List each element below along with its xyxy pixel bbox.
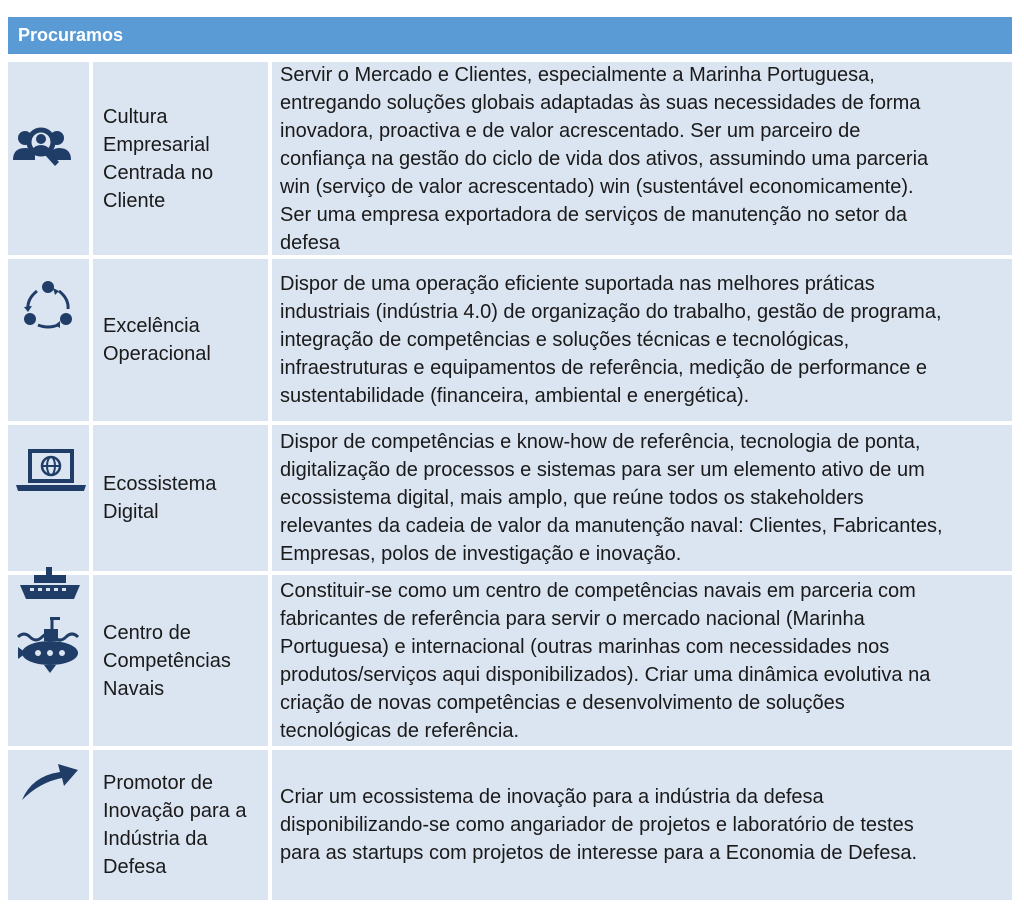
row-name: Ecossistema Digital (103, 473, 217, 523)
icon-cell (8, 575, 89, 746)
icon-cell (8, 259, 89, 421)
row-description: Dispor de competências e know-how de referência, tecnologia de ponta, digitalização de processos e sistemas para ser um elemento ativo de um ecossistema digital, mais amplo, que reúne todos os stakeholders relevantes da cadeia de valor da manutenção naval: Clientes, Fabricantes, Empresas, polos de investigação e inovação. (280, 431, 943, 565)
row-description: Criar um ecossistema de inovação para a indústria da defesa disponibilizando-se como angariador de projetos e laboratório de testes para as startups com projetos de interesse para a Economia de Defesa. (280, 786, 918, 864)
row-description-cell (272, 425, 1012, 571)
row-description: Constituir-se como um centro de competências navais em parceria com fabricantes de referência para servir o mercado nacional (Marinha Portuguesa) e internacional (outras marinhas com necessidades nos produtos/serviços aqui disponibilizados). Criar uma dinâmica evolutiva na criação de novas competências e desenvolvimento de soluções tecnológicas de referência. (280, 579, 931, 742)
row-description-cell (272, 575, 1012, 746)
laptop-globe-icon (16, 449, 86, 493)
row-name-cell (93, 750, 268, 900)
row-name-cell (93, 425, 268, 571)
cycle-icon (22, 279, 74, 331)
table-row (8, 750, 1012, 900)
row-description-cell (272, 750, 1012, 900)
row-description: Dispor de uma operação eficiente suportada nas melhores práticas industriais (indústria 4.0) de organização do trabalho, gestão de programa, integração de competências e soluções técnicas e tecnológicas, infraestruturas e equipamentos de referência, medição de performance e sustentabilidade (financeira, ambiental e energética). (280, 273, 942, 407)
table-row (8, 62, 1012, 255)
row-name-cell (93, 259, 268, 421)
row-name: Promotor de Inovação para a Indústria da Defesa (103, 772, 247, 878)
icon-cell (8, 425, 89, 571)
row-description-cell (272, 62, 1012, 255)
row-name-cell (93, 575, 268, 746)
customer-search-icon (13, 122, 75, 172)
table-header (8, 17, 1012, 54)
row-description-cell (272, 259, 1012, 421)
row-name: Cultura Empresarial Centrada no Cliente (103, 105, 214, 212)
trend-arrow-icon (22, 760, 78, 800)
table-row (8, 575, 1012, 746)
row-name: Excelência Operacional (103, 315, 211, 365)
ship-submarine-icon (14, 567, 86, 682)
table-row (8, 259, 1012, 421)
header-title: Procuramos (18, 25, 124, 45)
table-row (8, 425, 1012, 571)
icon-cell (8, 750, 89, 900)
row-name-cell (93, 62, 268, 255)
icon-cell (8, 62, 89, 255)
row-description: Servir o Mercado e Clientes, especialmente a Marinha Portuguesa, entregando soluções globais adaptadas às suas necessidades de forma inovadora, proactiva e de valor acrescentado. Ser um parceiro de confiança na gestão do ciclo de vida dos ativos, assumindo uma parceria win (serviço de valor acrescentado) win (sustentável economicamente). Ser uma empresa exportadora de serviços de manutenção no setor da defesa (280, 63, 929, 254)
row-name: Centro de Competências Navais (103, 621, 231, 700)
